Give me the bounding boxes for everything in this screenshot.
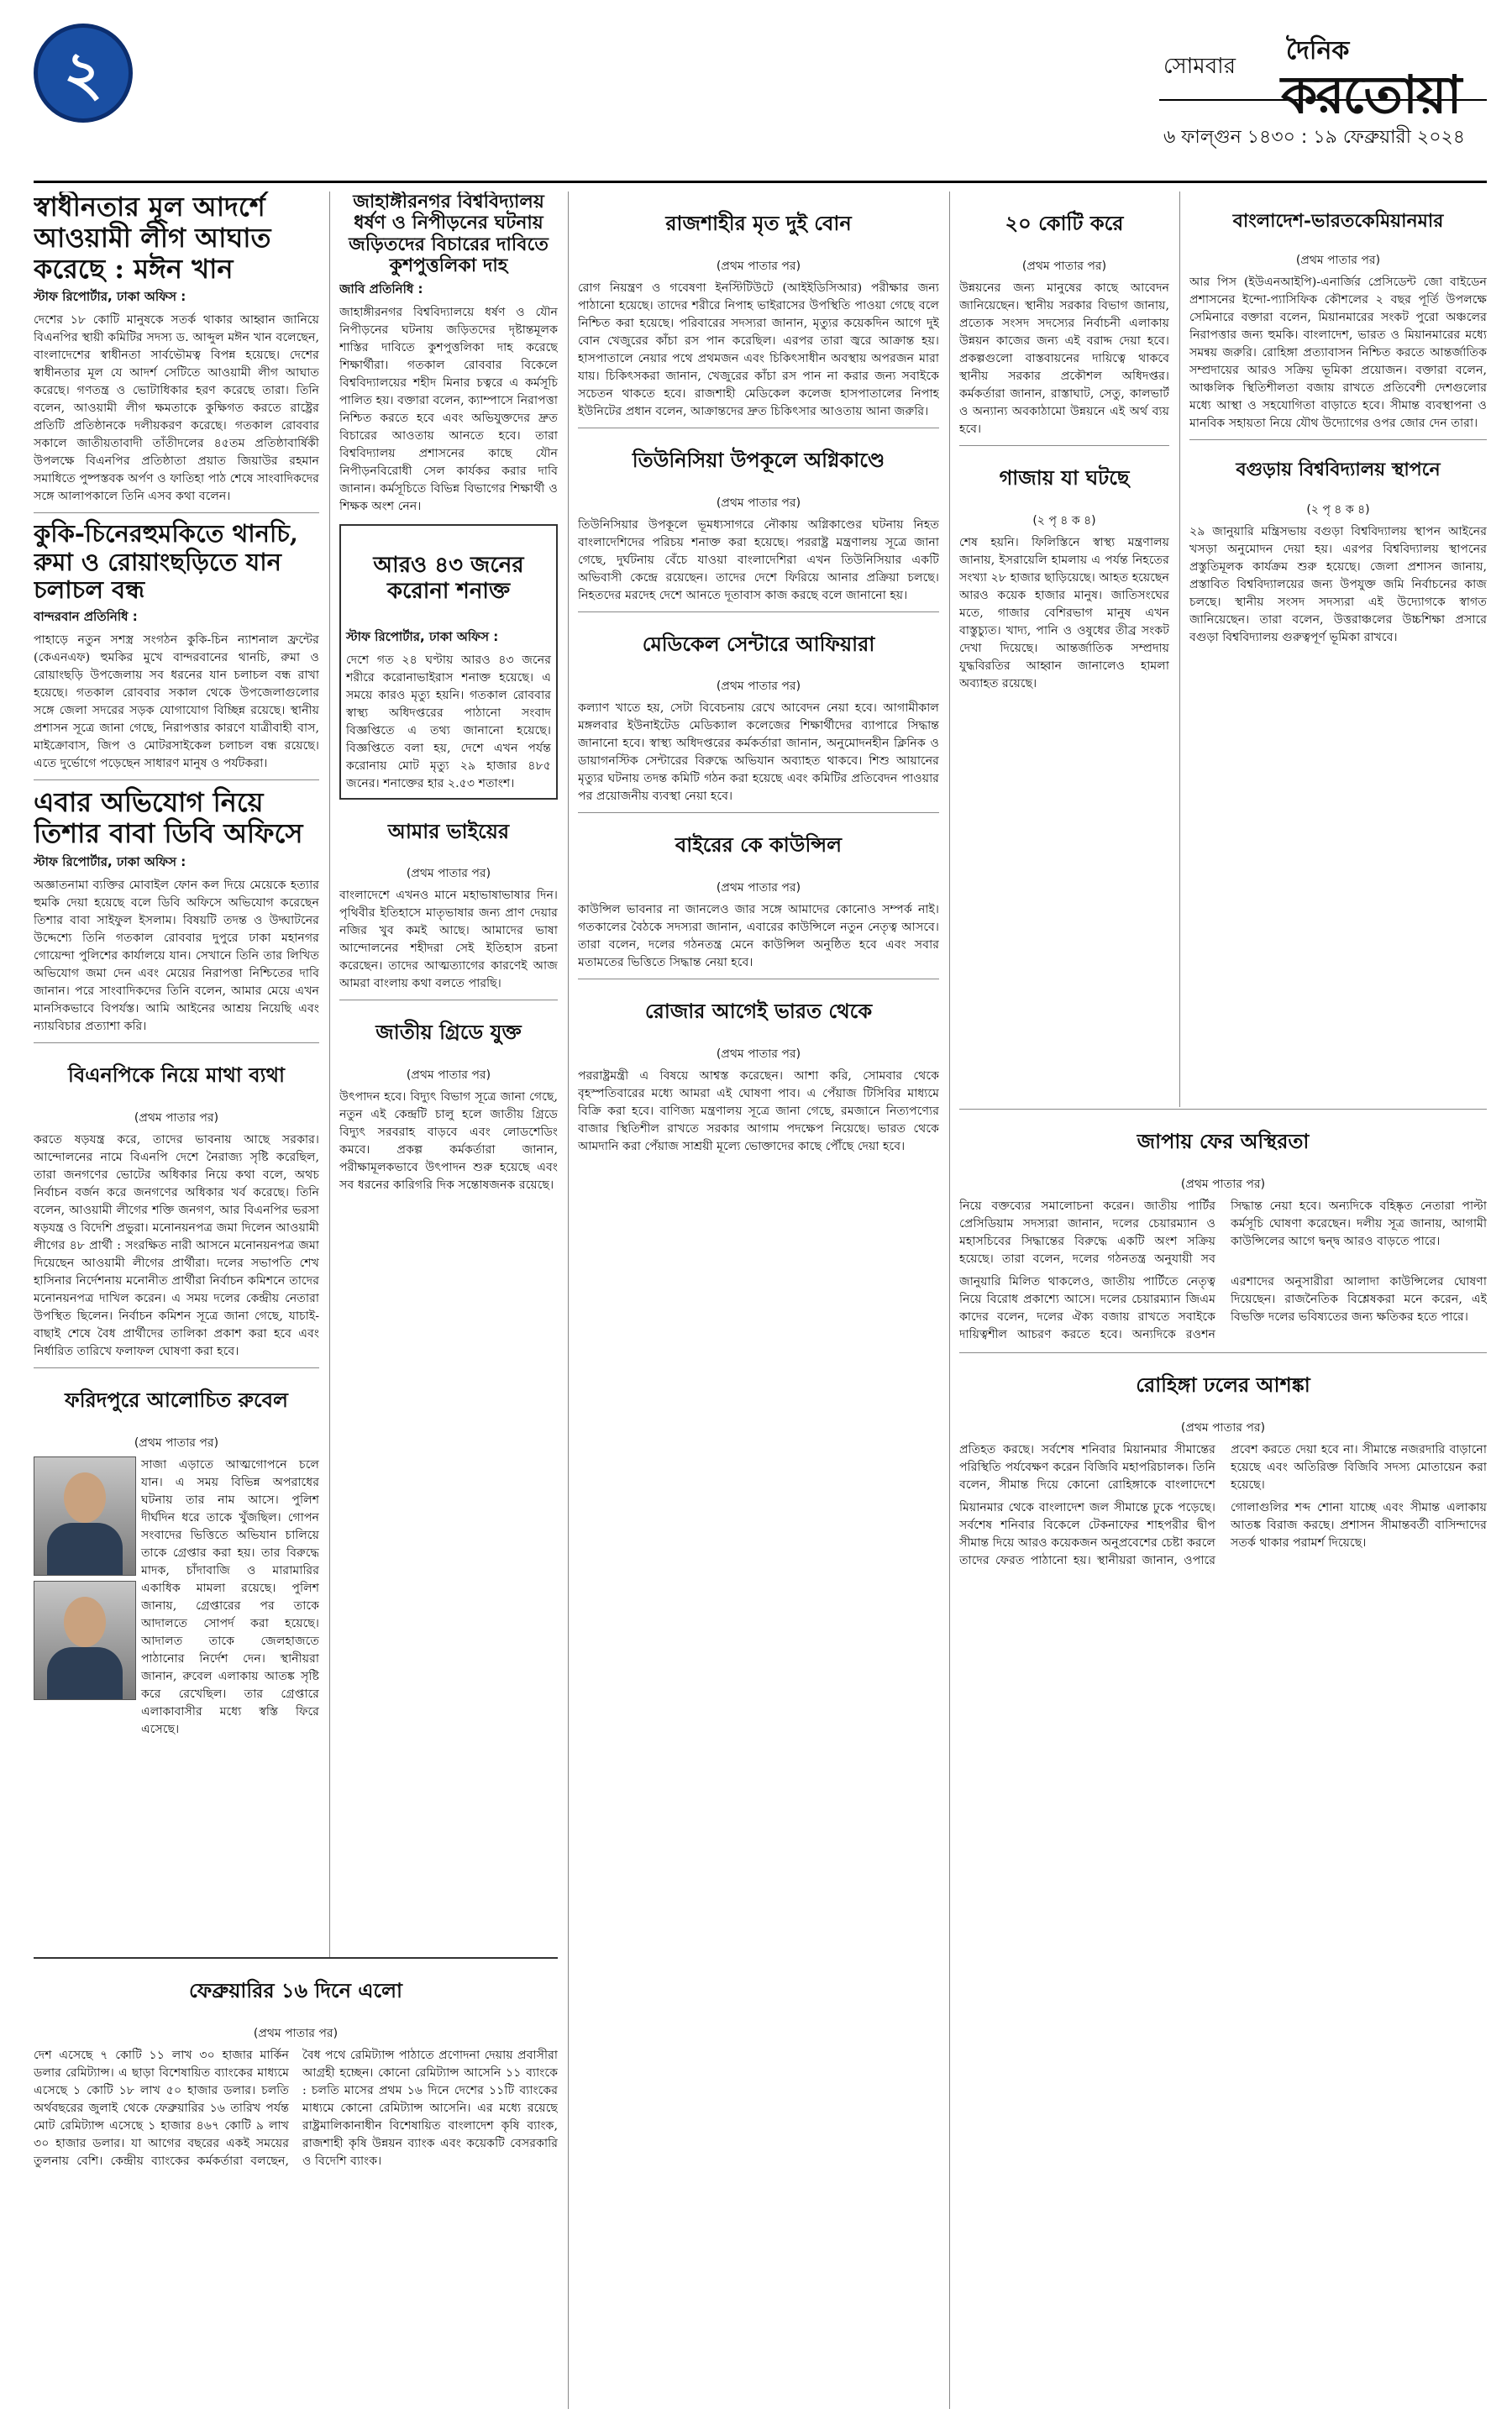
article-body: করতে ষড়যন্ত্র করে, তাদের ভাবনায় আছে সরকার। আন্দোলনের নামে বিএনপি দেশে নৈরাজ্য সৃষ্টি করেছিল, তারা জনগণের ভোটের অধিকার নিয়ে কথা বলে, অথচ নির্বাচন বর্জন করে জনগণের অধিকার খর্ব করেছে। তিনি বলেন, আওয়ামী লীগের শক্তি জনগণ, আর বিএনপির ভরসা ষড়যন্ত্র ও বিদেশি প্রভুরা। মনোনয়নপত্র জমা দিলেন আওয়ামী লীগের ৪৮ প্রার্থী : সংরক্ষিত নারী আসনে মনোনয়নপত্র জমা দিয়েছেন আওয়ামী লীগের প্রার্থীরা। দলের সভাপতি শেখ হাসিনার নির্দেশনায় মনোনীত প্রার্থীরা নির্বাচন কমিশনে তাদের মনোনয়নপত্র দাখিল করেন। এ সময় দলের কেন্দ্রীয় নেতারা উপস্থিত ছিলেন। নির্বাচন কমিশন সূত্রে জানা গেছে, যাচাই-বাছাই শেষে বৈধ প্রার্থীদের তালিকা প্রকাশ করা হবে এবং নির্ধারিত তারিখে ফলাফল ঘোষণা করা হবে। — [34, 1132, 319, 1358]
continuation-note: (প্রথম পাতার পর) — [716, 680, 801, 694]
byline: জাবি প্রতিনিধি : — [339, 281, 423, 297]
logo-prefix: দৈনিক — [1286, 36, 1350, 66]
continuation-note: (প্রথম পাতার পর) — [1180, 1177, 1266, 1191]
headline-japa: জাপায় ফের অস্থিরতা — [1137, 1129, 1310, 1153]
article-body: তিউনিসিয়ার উপকূলে ভূমধ্যসাগরে নৌকায় অগ্নিকাণ্ডের ঘটনায় নিহত বাংলাদেশিদের পরিচয় শনাক্ত করা হয়েছে। পররাষ্ট্র মন্ত্রণালয় সূত্রে জানা গেছে, দুর্ঘটনায় বেঁচে যাওয়া বাংলাদেশিরা এখন তিউনিসিয়ার একটি অভিবাসী কেন্দ্রে রয়েছেন। তাদের দেশে ফিরিয়ে আনার প্রক্রিয়া চলছে। নিহতদের মরদেহ দেশে আনতে দূতাবাস কাজ করছে বলে জানানো হয়। — [578, 517, 939, 602]
article-body: প্রতিহত করছে। সর্বশেষ শনিবার মিয়ানমার সীমান্তের পরিস্থিতি পর্যবেক্ষণ করেন বিজিবি মহাপরিচালক। তিনি বলেন, সীমান্ত দিয়ে কোনো রোহিঙ্গাকে বাংলাদেশে প্রবেশ করতে দেয়া হবে না। সীমান্তে নজরদারি বাড়ানো হয়েছে এবং অতিরিক্ত বিজিবি সদস্য মোতায়েন করা হয়েছে। — [959, 1442, 1487, 1492]
column-3 — [578, 192, 939, 2409]
article-body: কল্যাণ খাতে হয়, সেটা বিবেচনায় রেখে আবেদন নেয়া হবে। আগামীকাল মঙ্গলবার ইউনাইটেড মেডিক্যাল কলেজের শিক্ষার্থীদের ব্যাপারে সিদ্ধান্ত জানানো হবে। স্বাস্থ্য অধিদপ্তরের কর্মকর্তারা জানান, অনুমোদনহীন ক্লিনিক ও ডায়াগনস্টিক সেন্টারের বিরুদ্ধে অভিযান অব্যাহত থাকবে। শিশু আয়ানের মৃত্যুর ঘটনায় তদন্ত কমিটি গঠন করা হয়েছে এবং কমিটির প্রতিবেদন পাওয়ার পর প্রয়োজনীয় ব্যবস্থা নেয়া হবে। — [578, 701, 939, 804]
continuation-note: (প্রথম পাতার পর) — [406, 1068, 491, 1083]
lower-right-area — [959, 1109, 1487, 2411]
headline-bogura-university: বগুড়ায় বিশ্ববিদ্যালয় স্থাপনে — [1236, 459, 1441, 481]
continuation-note: (২ পৃ ৪ ক ৪) — [1032, 513, 1096, 527]
article-body: দেশে গত ২৪ ঘণ্টায় আরও ৪৩ জনের শরীরে করোনাভাইরাস শনাক্ত হয়েছে। এ সময়ে কারও মৃত্যু হয়নি। গতকাল রোববার স্বাস্থ্য অধিদপ্তরের পাঠানো সংবাদ বিজ্ঞপ্তিতে এ তথ্য জানানো হয়েছে। বিজ্ঞপ্তিতে বলা হয়, দেশে এখন পর্যন্ত করোনায় মোট মৃত্যু ২৯ হাজার ৪৮৫ জনের। শনাক্তের হার ২.৫৩ শতাংশ। — [346, 653, 551, 790]
person-photo — [34, 1456, 136, 1576]
masthead — [34, 15, 1487, 175]
continuation-note: (প্রথম পাতার পর) — [1295, 254, 1381, 268]
headline-20-crore: ২০ কোটি করে — [1005, 211, 1124, 235]
headline-gaza: গাজায় যা ঘটছে — [999, 464, 1130, 490]
article-body: রোগ নিয়ন্ত্রণ ও গবেষণা ইনস্টিটিউটে (আইইডিসিআর) পরীক্ষার জন্য পাঠানো হয়েছে। তাদের শরীরে নিপাহ ভাইরাসের উপস্থিতি পাওয়া গেছে বলে নিশ্চিত করা হয়েছে। পরিবারের সদস্যরা জানান, মৃত্যুর কয়েকদিন আগে দুই বোন খেজুরের কাঁচা রস পান করেছিল। এরপর তারা জ্বরে আক্রান্ত হয়। হাসপাতালে নেয়ার পথে প্রথমজন এবং চিকিৎসাধীন অবস্থায় অপরজন মারা যায়। চিকিৎসকরা জানান, খেজুরের কাঁচা রস পান না করার জন্য সবাইকে সচেতন থাকতে হবে। রাজশাহী মেডিকেল কলেজ হাসপাতালের নিপাহ ইউনিটের প্রধান বলেন, আক্রান্তদের দ্রুত চিকিৎসার আওতায় আনা জরুরি। — [578, 281, 939, 418]
headline-amar-bhai: আমার ভাইয়ের — [387, 818, 510, 843]
headline-kuki-chin: কুকি-চিনেরহুমকিতে থানচি, রুমা ও রোয়াংছড়িতে যান চলাচল বন্ধ — [34, 519, 299, 605]
article-body: আর পিস (ইউএনআইপি)-এনার্জির প্রেসিডেন্ট জো বাইডেন প্রশাসনের ইন্দো-প্যাসিফিক কৌশলের ২ বছর পূর্তি উপলক্ষে সেমিনারে বক্তারা বলেন, মিয়ানমারের সংকট পুরো অঞ্চলের নিরাপত্তার জন্য হুমকি। বাংলাদেশ, ভারত ও মিয়ানমারের মধ্যে সমন্বয় জরুরি। রোহিঙ্গা প্রত্যাবাসন নিশ্চিত করতে আন্তর্জাতিক সম্প্রদায়ের আরও সক্রিয় ভূমিকা প্রয়োজন। বক্তারা বলেন, আঞ্চলিক স্থিতিশীলতা বজায় রাখতে প্রতিবেশী দেশগুলোর মধ্যে আস্থা ও সহযোগিতা বাড়াতে হবে। সীমান্ত ব্যবস্থাপনা ও মানবিক সহায়তা নিয়ে যৌথ উদ্যোগের ওপর জোর দেন তারা। — [1189, 276, 1487, 431]
article-body: অজ্ঞাতনামা ব্যক্তির মোবাইল ফোন কল দিয়ে মেয়েকে হত্যার হুমকি দেয়া হয়েছে বলে ডিবি অফিসে অভিযোগ করেছেন তিশার বাবা সাইফুল ইসলাম। বিষয়টি তদন্ত ও উদ্ঘাটনের উদ্দেশ্যে তিনি গতকাল রোববার দুপুরে ঢাকা মহানগর গোয়েন্দা পুলিশের কার্যালয়ে যান। সেখানে তিনি তার লিখিত অভিযোগ জমা দেন এবং মেয়ের নিরাপত্তা নিশ্চিতের দাবি জানান। পরে সাংবাদিকদের তিনি বলেন, আমার মেয়ে এখন মানসিকভাবে বিপর্যস্ত। আমি আইনের আশ্রয় নিয়েছি এবং ন্যায়বিচার প্রত্যাশা করি। — [34, 879, 319, 1034]
article-body: জাহাঙ্গীরনগর বিশ্ববিদ্যালয়ে ধর্ষণ ও যৌন নিপীড়নের ঘটনায় জড়িতদের দৃষ্টান্তমূলক শাস্তির দাবিতে কুশপুত্তলিকা দাহ করেছে শিক্ষার্থীরা। গতকাল রোববার বিকেলে বিশ্ববিদ্যালয়ের শহীদ মিনার চত্বরে এ কর্মসূচি পালিত হয়। বক্তারা বলেন, ক্যাম্পাসে নিরাপত্তা নিশ্চিত করতে হবে এবং অভিযুক্তদের দ্রুত বিচারের আওতায় আনতে হবে। তারা বিশ্ববিদ্যালয় প্রশাসনের কাছে যৌন নিপীড়নবিরোধী সেল কার্যকর করার দাবি জানান। কর্মসূচিতে বিভিন্ন বিভাগের শিক্ষার্থী ও শিক্ষক অংশ নেন। — [339, 306, 558, 514]
headline-moin-khan: স্বাধীনতার মূল আদর্শে আওয়ামী লীগ আঘাত করেছে : মঈন খান — [34, 192, 271, 285]
logo-title: করতোয়া — [1281, 64, 1461, 125]
byline: স্টাফ রিপোর্টার, ঢাকা অফিস : — [34, 854, 186, 870]
dateline: ৬ ফাল্গুন ১৪৩০ : ১৯ ফেব্রুয়ারী ২০২৪ — [1163, 127, 1466, 148]
continuation-note: (প্রথম পাতার পর) — [134, 1110, 219, 1125]
article-body: ২৯ জানুয়ারি মন্ত্রিসভায় বগুড়া বিশ্ববিদ্যালয় স্থাপন আইনের খসড়া অনুমোদন দেয়া হয়। এরপর বিশ্ববিদ্যালয় স্থাপনের প্রস্তুতিমূলক কার্যক্রম শুরু হয়েছে। জেলা প্রশাসন জানায়, প্রস্তাবিত বিশ্ববিদ্যালয়ের জন্য উপযুক্ত জমি নির্বাচনের কাজ চলছে। স্থানীয় সংসদ সদস্যরা এই উদ্যোগকে স্বাগত জানিয়েছেন। তারা বলেন, উত্তরাঞ্চলের উচ্চশিক্ষা প্রসারে বগুড়া বিশ্ববিদ্যালয় গুরুত্বপূর্ণ ভূমিকা রাখবে। — [1189, 524, 1487, 644]
headline-corona: আরও ৪৩ জনের করোনা শনাক্ত — [373, 553, 524, 605]
remittance-article — [34, 1957, 558, 2411]
continuation-note: (প্রথম পাতার পর) — [1180, 1420, 1266, 1435]
headline-bd-india-myanmar: বাংলাদেশ-ভারতকেমিয়ানমার — [1232, 210, 1444, 232]
column-5 — [1189, 192, 1487, 1103]
continuation-note: (প্রথম পাতার পর) — [716, 496, 801, 510]
continuation-note: (প্রথম পাতার পর) — [716, 1047, 801, 1061]
continuation-note: (প্রথম পাতার পর) — [1021, 259, 1107, 273]
article-body: কাউন্সিল ভাবনার না জানলেও জার সঙ্গে আমাদের কোনোও সম্পর্ক নাই। গতকালের বৈঠকে সদস্যরা জানান, এবারের কাউন্সিলে নতুন নেতৃত্ব আসবে। তারা বলেন, দলের গঠনতন্ত্র মেনে কাউন্সিল অনুষ্ঠিত হবে এবং সবার মতামতের ভিত্তিতে সিদ্ধান্ত নেয়া হবে। — [578, 903, 939, 970]
article-body: মিয়ানমার থেকে বাংলাদেশ জল সীমান্তে ঢুকে পড়েছে। সর্বশেষ শনিবার বিকেলে টেকনাফের শাহপরীর দ্বীপ সীমান্ত দিয়ে আরও কয়েকজন অনুপ্রবেশের চেষ্টা করলে তাদের ফেরত পাঠানো হয়। স্থানীয়রা জানান, ওপারে গোলাগুলির শব্দ শোনা যাচ্ছে এবং সীমান্ত এলাকায় আতঙ্ক বিরাজ করছে। প্রশাসন সীমান্তবর্তী বাসিন্দাদের সতর্ক থাকার পরামর্শ দিয়েছে। — [959, 1500, 1487, 1567]
continuation-note: (প্রথম পাতার পর) — [716, 259, 801, 273]
page-number: ২ — [63, 38, 103, 108]
byline: স্টাফ রিপোর্টার, ঢাকা অফিস : — [346, 628, 499, 644]
headline-rajshahi-sisters: রাজশাহীর মৃত দুই বোন — [665, 211, 852, 235]
continuation-note: (প্রথম পাতার পর) — [406, 867, 491, 881]
article-body: নিয়ে বক্তব্যের সমালোচনা করেন। জাতীয় পার্টির প্রেসিডিয়াম সদস্যরা জানান, দলের চেয়ারম্যান ও মহাসচিবের সিদ্ধান্তের বিরুদ্ধে একটি অংশ সক্রিয় হয়েছে। তারা বলেন, দলের গঠনতন্ত্র অনুযায়ী সব সিদ্ধান্ত নেয়া হবে। অন্যদিকে বহিষ্কৃত নেতারা পাল্টা কর্মসূচি ঘোষণা করেছেন। দলীয় সূত্র জানায়, আগামী কাউন্সিলের আগে দ্বন্দ্ব আরও বাড়তে পারে। — [959, 1199, 1487, 1266]
headline-tunisia: তিউনিসিয়া উপকূলে অগ্নিকাণ্ডে — [632, 447, 885, 472]
headline-national-grid: জাতীয় গ্রিডে যুক্ত — [375, 1020, 522, 1045]
headline-india-onion: রোজার আগেই ভারত থেকে — [644, 999, 873, 1024]
continuation-note: (প্রথম পাতার পর) — [253, 2026, 339, 2040]
headline-bnp: বিএনপিকে নিয়ে মাথা ব্যথা — [67, 1063, 286, 1088]
byline: বান্দরবান প্রতিনিধি : — [34, 609, 138, 625]
headline-remittance: ফেব্রুয়ারির ১৬ দিনে এলো — [188, 1978, 403, 2002]
headline-rohingya: রোহিঙ্গা ঢলের আশঙ্কা — [1136, 1372, 1310, 1397]
top-rule — [34, 181, 1487, 183]
headline-medical-center: মেডিকেল সেন্টারে আফিয়ারা — [642, 631, 875, 656]
page-number-badge — [34, 24, 133, 123]
continuation-note: (প্রথম পাতার পর) — [716, 881, 801, 895]
article-body: উন্নয়নের জন্য মানুষের কাছে আবেদন জানিয়েছেন। স্থানীয় সরকার বিভাগ জানায়, প্রত্যেক সংসদ সদস্যের নির্বাচনী এলাকায় উন্নয়ন কাজের জন্য এই বরাদ্দ দেয়া হবে। প্রকল্পগুলো বাস্তবায়নের দায়িত্বে থাকবে স্থানীয় সরকার প্রকৌশল অধিদপ্তর। কর্মকর্তারা জানান, রাস্তাঘাট, সেতু, কালভার্ট ও অন্যান্য অবকাঠামো উন্নয়নে এই অর্থ ব্যয় হবে। — [959, 281, 1169, 436]
article-body: জানুয়ারি মিলিত থাকলেও, জাতীয় পার্টিতে নেতৃত্ব নিয়ে বিরোধ প্রকাশ্যে আসে। দলের চেয়ারম্যান জিএম কাদের বলেন, দলের ঐক্য বজায় রাখতে সবাইকে দায়িত্বশীল আচরণ করতে হবে। অন্যদিকে রওশন এরশাদের অনুসারীরা আলাদা কাউন্সিলের ঘোষণা দিয়েছেন। রাজনৈতিক বিশ্লেষকরা মনে করেন, এই বিভক্তি দলের ভবিষ্যতের জন্য ক্ষতিকর হতে পারে। — [959, 1274, 1487, 1341]
continuation-note: (২ পৃ ৪ ক ৪) — [1306, 502, 1370, 517]
article-body: পাহাড়ে নতুন সশস্ত্র সংগঠন কুকি-চিন ন্যাশনাল ফ্রন্টের (কেএনএফ) হুমকির মুখে বান্দরবানের থানচি, রুমা ও রোয়াংছড়ি উপজেলায় সব ধরনের যান চলাচল বন্ধ রাখা হয়েছে। গতকাল রোববার সকাল থেকে উপজেলাগুলোর সঙ্গে জেলা সদরের সড়ক যোগাযোগ বিচ্ছিন্ন রয়েছে। স্থানীয় প্রশাসন সূত্রে জানা গেছে, নিরাপত্তার কারণে যাত্রীবাহী বাস, মাইক্রোবাস, জিপ ও মোটরসাইকেল চলাচল বন্ধ রয়েছে। এতে দুর্ভোগে পড়েছেন সাধারণ মানুষ ও পর্যটকরা। — [34, 633, 319, 771]
headline-faridpur: ফরিদপুরে আলোচিত রুবেল — [65, 1387, 288, 1412]
article-body: দেশ এসেছে ৭ কোটি ১১ লাখ ৩০ হাজার মার্কিন ডলার রেমিট্যান্স। এ ছাড়া বিশেষায়িত ব্যাংকের মাধ্যমে এসেছে ১ কোটি ১৮ লাখ ৫০ হাজার ডলার। চলতি অর্থবছরের জুলাই থেকে ফেব্রুয়ারির ১৬ তারিখ পর্যন্ত মোট রেমিট্যান্স এসেছে ১ হাজার ৪৬৭ কোটি ৯ লাখ ৩০ হাজার ডলার। যা আগের বছরের একই সময়ের তুলনায় বেশি। কেন্দ্রীয় ব্যাংকের কর্মকর্তারা বলছেন, বৈধ পথে রেমিট্যান্স পাঠাতে প্রণোদনা দেয়ায় প্রবাসীরা আগ্রহী হচ্ছেন। কোনো রেমিট্যান্স আসেনি ১১ ব্যাংকে : চলতি মাসের প্রথম ১৬ দিনে দেশের ১১টি ব্যাংকের মাধ্যমে কোনো রেমিট্যান্স আসেনি। এর মধ্যে রয়েছে রাষ্ট্রমালিকানাধীন বিশেষায়িত বাংলাদেশ কৃষি ব্যাংক, রাজশাহী কৃষি উন্নয়ন ব্যাংক এবং কয়েকটি বেসরকারি ও বিদেশি ব্যাংক। — [34, 2048, 558, 2168]
person-photo — [34, 1581, 136, 1700]
headline-jahangirnagar: জাহাঙ্গীরনগর বিশ্ববিদ্যালয় ধর্ষণ ও নিপীড়নের ঘটনায় জড়িতদের বিচারের দাবিতে কুশপুত্তলিকা দাহ — [349, 192, 549, 276]
byline: স্টাফ রিপোর্টার, ঢাকা অফিস : — [34, 289, 186, 305]
article-body: দেশের ১৮ কোটি মানুষকে সতর্ক থাকার আহ্বান জানিয়ে বিএনপির স্থায়ী কমিটির সদস্য ড. আব্দুল মঈন খান বলেছেন, বাংলাদেশের স্বাধীনতা সার্বভৌমত্ব বিপন্ন হয়েছে। দেশের স্বাধীনতার মূল যে আদর্শ সেটিতে আওয়ামী লীগ আঘাত করেছে। গণতন্ত্র ও ভোটাধিকার হরণ করেছে তারা। তিনি বলেন, আওয়ামী লীগ ক্ষমতাকে কুক্ষিগত করতে রাষ্ট্রের প্রতিটি প্রতিষ্ঠানকে দলীয়করণ করেছে। গতকাল রোববার সকালে জাতীয়তাবাদী তাঁতীদলের ৪৫তম প্রতিষ্ঠাবার্ষিকী উপলক্ষে বিএনপির প্রতিষ্ঠাতা প্রয়াত জিয়াউর রহমান সমাধিতে পুষ্পস্তবক অর্পণ ও ফাতিহা পাঠ শেষে সাংবাদিকদের সঙ্গে আলাপকালে তিনি এসব কথা বলেন। — [34, 313, 319, 504]
article-body: উৎপাদন হবে। বিদ্যুৎ বিভাগ সূত্রে জানা গেছে, নতুন এই কেন্দ্রটি চালু হলে জাতীয় গ্রিডে বিদ্যুৎ সরবরাহ বাড়বে এবং লোডশেডিং কমবে। প্রকল্প কর্মকর্তারা জানান, পরীক্ষামূলকভাবে উৎপাদন শুরু হয়েছে এবং সব ধরনের কারিগরি দিক সন্তোষজনক রয়েছে। — [339, 1090, 558, 1193]
article-body: বাংলাদেশে এখনও মানে মহাভাষাভাষার দিন। পৃথিবীর ইতিহাসে মাতৃভাষার জন্য প্রাণ দেয়ার নজির খুব কমই আছে। আমাদের ভাষা আন্দোলনের শহীদরা সেই ইতিহাস রচনা করেছেন। তাদের আত্মত্যাগের কারণেই আজ আমরা বাংলায় কথা বলতে পারছি। — [339, 889, 558, 991]
weekday: সোমবার — [1163, 54, 1236, 79]
headline-tisha: এবার অভিযোগ নিয়ে তিশার বাবা ডিবি অফিসে — [34, 786, 303, 850]
headline-council: বাইরের কে কাউন্সিল — [675, 832, 843, 858]
newspaper-logo — [1281, 30, 1487, 123]
continuation-note: (প্রথম পাতার পর) — [134, 1435, 219, 1450]
article-body: শেষ হয়নি। ফিলিস্তিনে স্বাস্থ্য মন্ত্রণালয় জানায়, ইসরায়েলি হামলায় এ পর্যন্ত নিহতের সংখ্যা ২৮ হাজার ছাড়িয়েছে। আহত হয়েছেন আরও কয়েক হাজার মানুষ। জাতিসংঘের মতে, গাজার বেশিরভাগ মানুষ এখন বাস্তুচ্যুত। খাদ্য, পানি ও ওষুধের তীব্র সংকট দেখা দিয়েছে। আন্তর্জাতিক সম্প্রদায় যুদ্ধবিরতির আহ্বান জানালেও হামলা অব্যাহত রয়েছে। — [959, 535, 1169, 690]
article-body: সাজা এড়াতে আত্মগোপনে চলে যান। এ সময় বিভিন্ন অপরাধের ঘটনায় তার নাম আসে। পুলিশ দীর্ঘদিন ধরে তাকে খুঁজছিল। গোপন সংবাদের ভিত্তিতে অভিযান চালিয়ে তাকে গ্রেপ্তার করা হয়। তার বিরুদ্ধে মাদক, চাঁদাবাজি ও মারামারির একাধিক মামলা রয়েছে। পুলিশ জানায়, গ্রেপ্তারের পর তাকে আদালতে সোপর্দ করা হয়েছে। আদালত তাকে জেলহাজতে পাঠানোর নির্দেশ দেন। স্থানীয়রা জানান, রুবেল এলাকায় আতঙ্ক সৃষ্টি করে রেখেছিল। তার গ্রেপ্তারে এলাকাবাসীর মধ্যে স্বস্তি ফিরে এসেছে। — [141, 1457, 319, 1736]
article-body: পররাষ্ট্রমন্ত্রী এ বিষয়ে আশ্বস্ত করেছেন। আশা করি, সোমবার থেকে বৃহস্পতিবারের মধ্যে আমরা এই ঘোষণা পাব। এ পেঁয়াজ টিসিবির মাধ্যমে বিক্রি করা হবে। বাণিজ্য মন্ত্রণালয় সূত্রে জানা গেছে, রমজানে নিত্যপণ্যের বাজার স্থিতিশীল রাখতে সরকার আগাম পদক্ষেপ নিয়েছে। ভারত থেকে আমদানি করা পেঁয়াজ সাশ্রয়ী মূল্যে ভোক্তাদের কাছে পৌঁছে দেয়া হবে। — [578, 1068, 939, 1153]
